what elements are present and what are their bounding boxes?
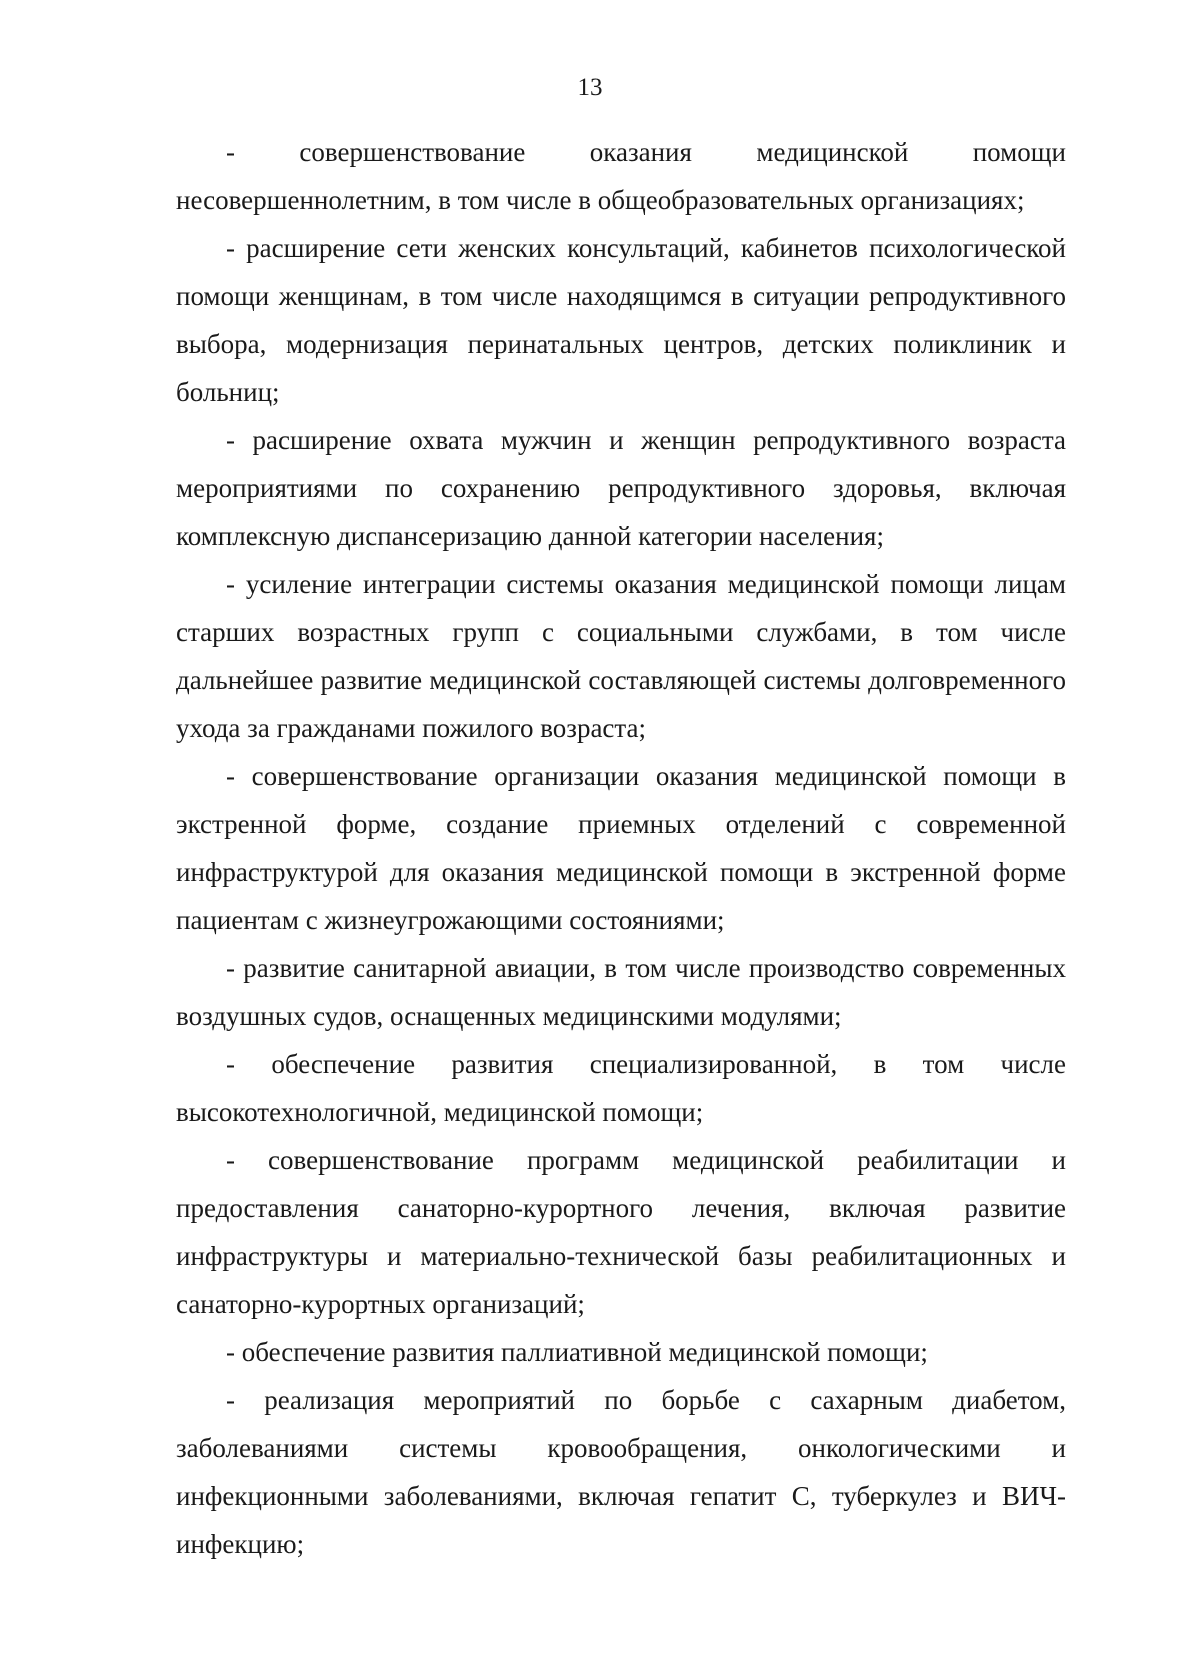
list-item: - усиление интеграции системы оказания медицинской помощи лицам старших возрастных групп с социальными службами, в том числе дальнейшее развитие медицинской составляющей системы долговременного ухода за гражданами пожилого возраста; xyxy=(176,569,1066,743)
list-item: - обеспечение развития паллиативной медицинской помощи; xyxy=(226,1337,928,1367)
list-item: - реализация мероприятий по борьбе с сахарным диабетом, заболеваниями системы кровообращения, онкологическими и инфекционными заболеваниями, включая гепатит С, туберкулез и ВИЧ-инфекцию; xyxy=(176,1385,1066,1559)
page-number: 13 xyxy=(577,74,603,101)
list-item: - обеспечение развития специализированной, в том числе высокотехнологичной, медицинской помощи; xyxy=(176,1049,1066,1127)
list-item: - совершенствование оказания медицинской помощи несовершеннолетним, в том числе в общеобразовательных организациях; xyxy=(176,137,1066,215)
list-item: - развитие санитарной авиации, в том числе производство современных воздушных судов, оснащенных медицинскими модулями; xyxy=(176,953,1066,1031)
list-item: - расширение сети женских консультаций, кабинетов психологической помощи женщинам, в том числе находящимся в ситуации репродуктивного выбора, модернизация перинатальных центров, детских поликлиник и больниц; xyxy=(176,233,1066,407)
document-body xyxy=(176,128,1066,1568)
list-item: - расширение охвата мужчин и женщин репродуктивного возраста мероприятиями по сохранению репродуктивного здоровья, включая комплексную диспансеризацию данной категории населения; xyxy=(176,425,1066,551)
list-item: - совершенствование организации оказания медицинской помощи в экстренной форме, создание приемных отделений с современной инфраструктурой для оказания медицинской помощи в экстренной форме пациентам с жизнеугрожающими состояниями; xyxy=(176,761,1066,935)
list-item: - совершенствование программ медицинской реабилитации и предоставления санаторно-курортного лечения, включая развитие инфраструктуры и материально-технической базы реабилитационных и санаторно-курортных организаций; xyxy=(176,1145,1066,1319)
